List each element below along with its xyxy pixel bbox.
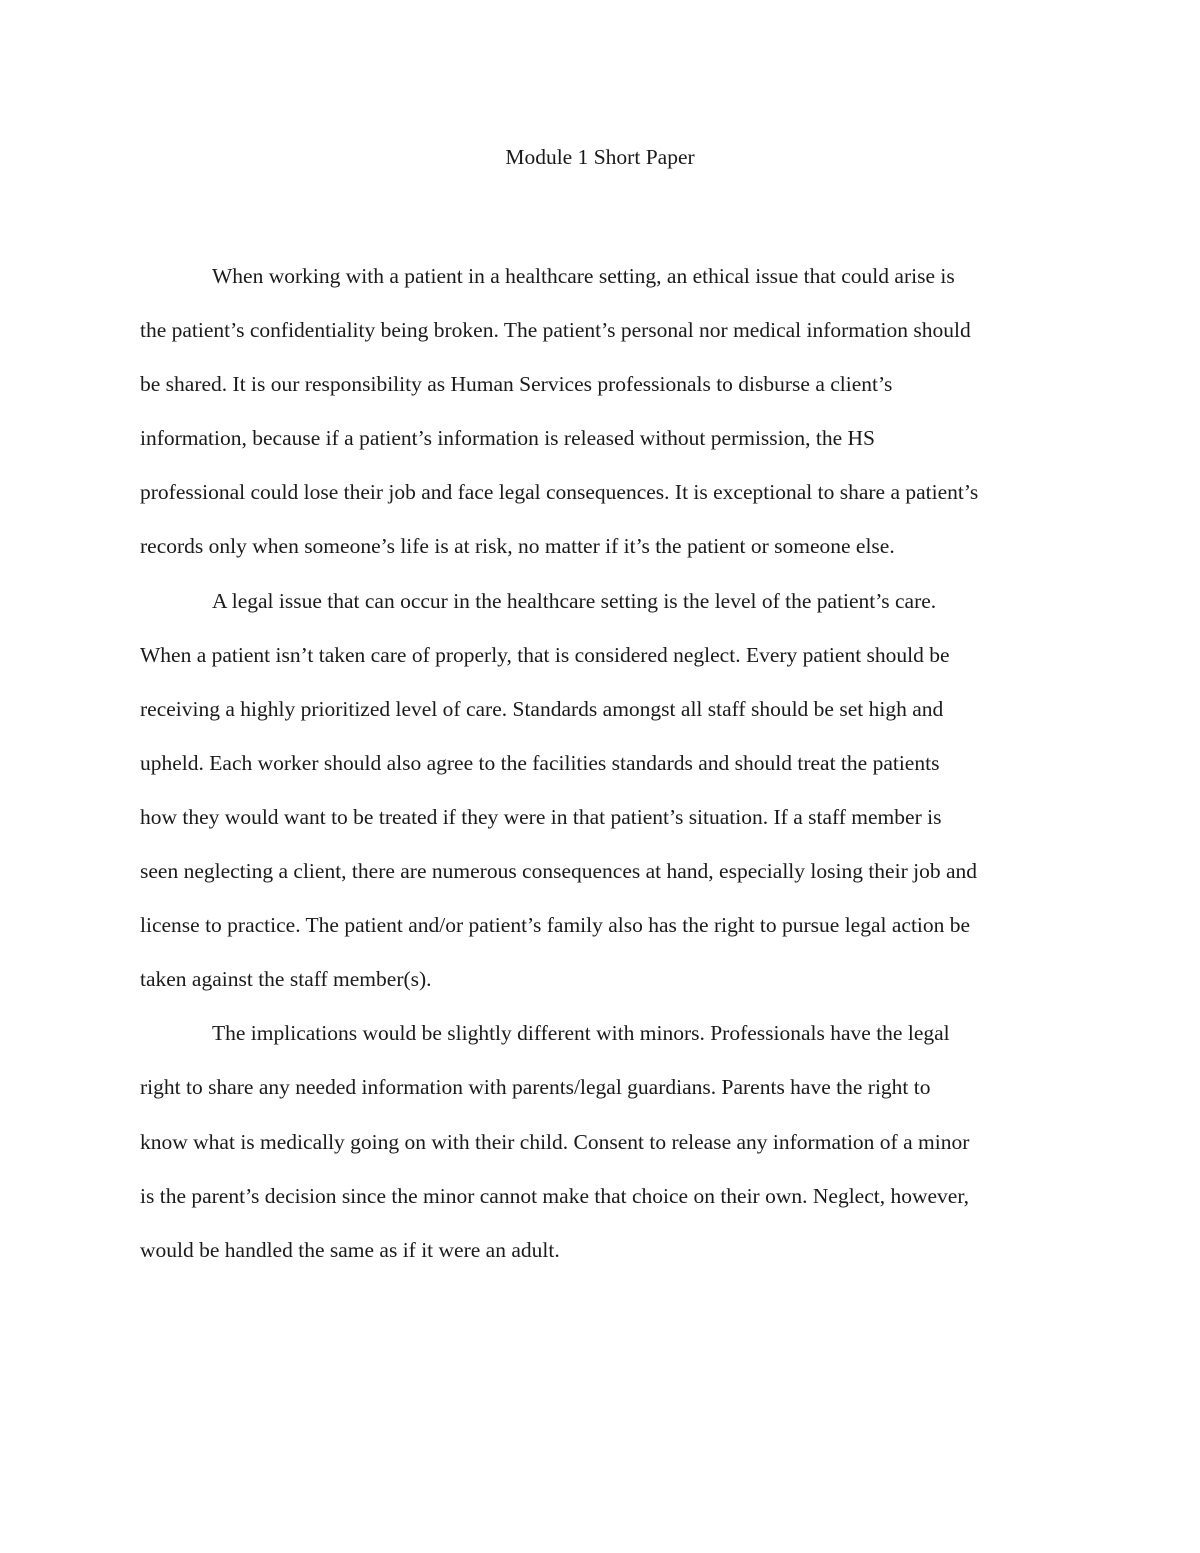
text-line: be shared. It is our responsibility as Human Services professionals to disburse a client’s: [140, 372, 893, 397]
paragraph-minors: [140, 1006, 1070, 1276]
paragraph-confidentiality: [140, 249, 1070, 574]
text-line: A legal issue that can occur in the healthcare setting is the level of the patient’s care.: [212, 588, 937, 613]
text-line: records only when someone’s life is at risk, no matter if it’s the patient or someone else.: [140, 534, 895, 559]
text-line: would be handled the same as if it were an adult.: [140, 1237, 560, 1262]
text-line: taken against the staff member(s).: [140, 967, 432, 992]
text-line: the patient’s confidentiality being broken. The patient’s personal nor medical information should: [140, 318, 971, 343]
text-line: professional could lose their job and face legal consequences. It is exceptional to share a patient’s: [140, 480, 979, 505]
text-line: right to share any needed information with parents/legal guardians. Parents have the right to: [140, 1075, 931, 1100]
paper-body: [140, 249, 1070, 1277]
text-line: When a patient isn’t taken care of properly, that is considered neglect. Every patient should be: [140, 642, 950, 667]
text-line: license to practice. The patient and/or patient’s family also has the right to pursue legal action be: [140, 913, 971, 938]
paragraph-neglect: [140, 574, 1070, 1007]
text-line: When working with a patient in a healthcare setting, an ethical issue that could arise is: [212, 264, 955, 288]
text-line: upheld. Each worker should also agree to the facilities standards and should treat the patients: [140, 750, 940, 775]
text-line: information, because if a patient’s information is released without permission, the HS: [140, 426, 876, 451]
text-line: seen neglecting a client, there are numerous consequences at hand, especially losing their job and: [140, 859, 977, 884]
text-line: is the parent’s decision since the minor cannot make that choice on their own. Neglect, however,: [140, 1183, 970, 1208]
text-line: The implications would be slightly different with minors. Professionals have the legal: [212, 1021, 950, 1046]
text-line: know what is medically going on with their child. Consent to release any information of a minor: [140, 1129, 970, 1154]
text-line: how they would want to be treated if they were in that patient’s situation. If a staff member is: [140, 804, 942, 829]
paper-title: Module 1 Short Paper: [505, 145, 695, 169]
text-line: receiving a highly prioritized level of care. Standards amongst all staff should be set high and: [140, 696, 944, 721]
